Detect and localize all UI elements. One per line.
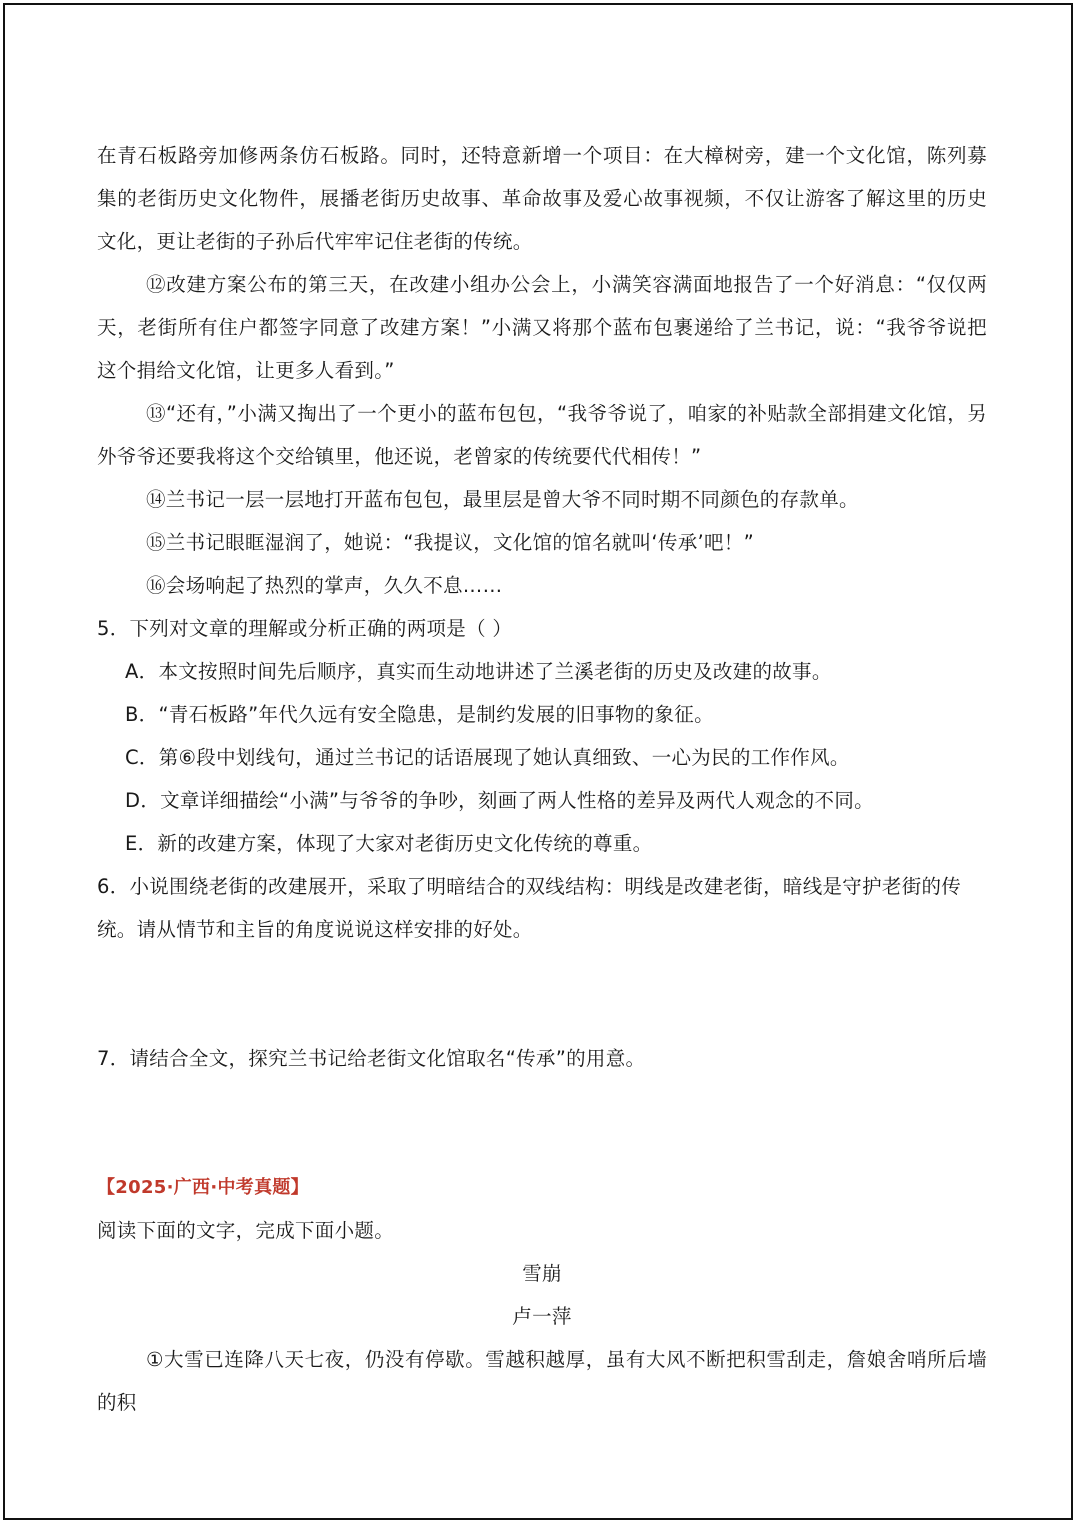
- question-5-option-a: A．本文按照时间先后顺序，真实而生动地讲述了兰溪老街的历史及改建的故事。: [125, 660, 832, 683]
- reading-instruction: 阅读下面的文字，完成下面小题。: [97, 1219, 395, 1242]
- question-5-option-d: D．文章详细描绘“小满”与爷爷的争吵，刻画了两人性格的差异及两代人观念的不同。: [125, 789, 874, 812]
- passage-paragraph-12: ⑫改建方案公布的第三天，在改建小组办公会上，小满笑容满面地报告了一个好消息：“仅仅两天，老街所有住户都签字同意了改建方案！”小满又将那个蓝布包裹递给了兰书记，说：“我爷爷说把这个捐给文化馆，让更多人看到。”: [97, 273, 987, 382]
- passage-paragraph-16: ⑯会场响起了热烈的掌声，久久不息……: [146, 574, 503, 597]
- question-5-option-b: B．“青石板路”年代久远有安全隐患，是制约发展的旧事物的象征。: [125, 703, 714, 726]
- answer-space-7: [97, 1080, 987, 1166]
- article-paragraph-1: ①大雪已连降八天七夜，仍没有停歇。雪越积越厚，虽有大风不断把积雪刮走，詹娘舍哨所后墙的积: [97, 1348, 987, 1414]
- question-5-stem: 5．下列对文章的理解或分析正确的两项是（ ）: [97, 617, 513, 640]
- question-7: 7．请结合全文，探究兰书记给老街文化馆取名“传承”的用意。: [97, 1047, 646, 1070]
- passage-paragraph-15: ⑮兰书记眼眶湿润了，她说：“我提议，文化馆的馆名就叫‘传承’吧！”: [146, 531, 755, 554]
- question-6: 6．小说围绕老街的改建展开，采取了明暗结合的双线结构：明线是改建老街，暗线是守护老街的传统。请从情节和主旨的角度说说这样安排的好处。: [97, 875, 962, 941]
- passage-paragraph-13: ⑬“还有，”小满又掏出了一个更小的蓝布包包，“我爷爷说了，咱家的补贴款全部捐建文化馆，另外爷爷还要我将这个交给镇里，他还说，老曾家的传统要代代相传！”: [97, 402, 987, 468]
- passage-paragraph-11-end: 在青石板路旁加修两条仿石板路。同时，还特意新增一个项目：在大樟树旁，建一个文化馆，陈列募集的老街历史文化物件，展播老街历史故事、革命故事及爱心故事视频，不仅让游客了解这里的历史文化，更让老街的子孙后代牢牢记住老街的传统。: [97, 144, 987, 253]
- question-5-option-e: E．新的改建方案，体现了大家对老街历史文化传统的尊重。: [125, 832, 653, 855]
- passage-paragraph-14: ⑭兰书记一层一层地打开蓝布包包，最里层是曾大爷不同时期不同颜色的存款单。: [146, 488, 859, 511]
- document-body: [97, 134, 987, 1424]
- article-author: 卢一萍: [512, 1305, 572, 1328]
- source-tag: 【2025·广西·中考真题】: [97, 1177, 309, 1198]
- answer-space-6: [97, 951, 987, 1037]
- question-5-option-c: C．第⑥段中划线句，通过兰书记的话语展现了她认真细致、一心为民的工作作风。: [125, 746, 850, 769]
- article-title: 雪崩: [522, 1262, 562, 1285]
